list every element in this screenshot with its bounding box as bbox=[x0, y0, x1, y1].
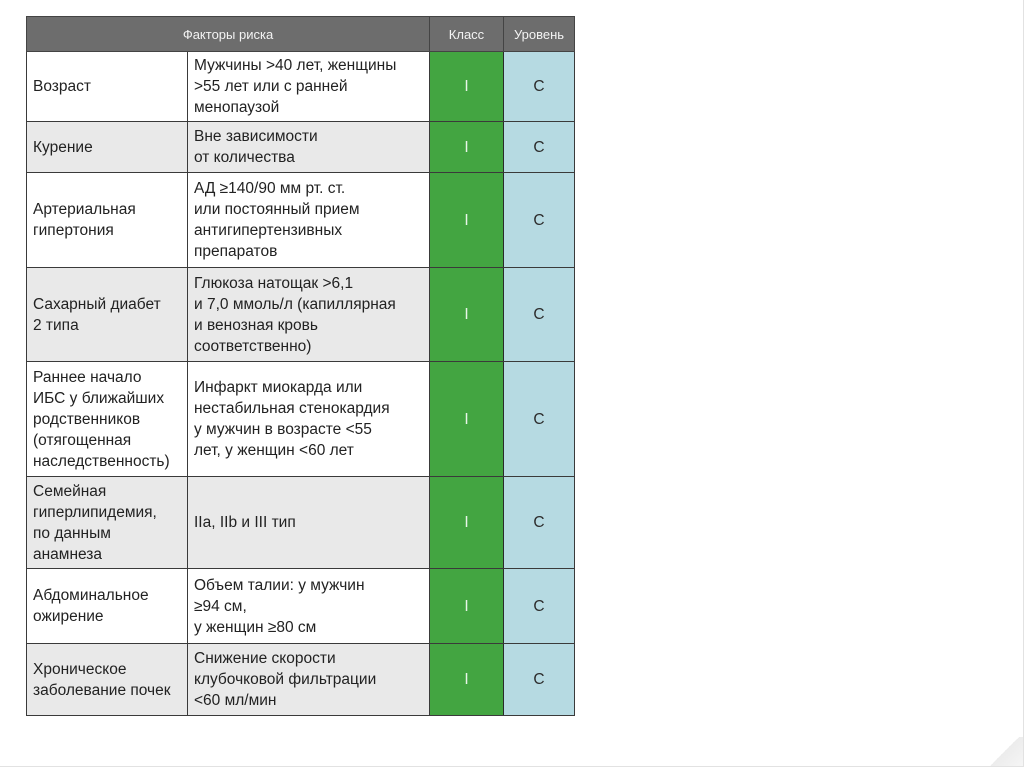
class-cell: I bbox=[430, 569, 504, 644]
table-row bbox=[27, 173, 575, 268]
risk-factor-line: Возраст bbox=[33, 78, 91, 95]
risk-factor-cell bbox=[27, 477, 188, 569]
criteria-line: Снижение скорости bbox=[194, 650, 336, 667]
table-row bbox=[27, 477, 575, 569]
risk-factor-cell bbox=[27, 569, 188, 644]
risk-factor-line: наследственность) bbox=[33, 452, 170, 470]
criteria-cell bbox=[188, 52, 430, 122]
class-cell: I bbox=[430, 52, 504, 122]
risk-factor-line: ожирение bbox=[33, 608, 104, 625]
table-body bbox=[27, 52, 575, 716]
risk-factor-line: Раннее начало bbox=[33, 368, 142, 386]
risk-factor-line: родственников bbox=[33, 410, 141, 428]
criteria-line: антигипертензивных bbox=[194, 222, 343, 239]
criteria-line: АД ≥140/90 мм рт. ст. bbox=[194, 180, 346, 197]
level-cell: C bbox=[504, 362, 575, 477]
criteria-line: ≥94 см, bbox=[194, 597, 247, 615]
level-cell: C bbox=[504, 52, 575, 122]
criteria-line: соответственно) bbox=[194, 337, 312, 355]
risk-factor-line: анамнеза bbox=[33, 545, 103, 563]
class-cell: I bbox=[430, 644, 504, 716]
risk-factor-line: заболевание почек bbox=[33, 681, 171, 699]
criteria-cell bbox=[188, 122, 430, 173]
criteria-line: Мужчины >40 лет, женщины bbox=[194, 57, 397, 74]
risk-factor-cell bbox=[27, 362, 188, 477]
risk-factor-cell bbox=[27, 122, 188, 173]
class-cell: I bbox=[430, 477, 504, 569]
criteria-line: у мужчин в возрасте <55 bbox=[194, 421, 372, 438]
criteria-line: или постоянный прием bbox=[194, 201, 360, 218]
class-cell: I bbox=[430, 122, 504, 173]
criteria-cell bbox=[188, 173, 430, 268]
criteria-line: менопаузой bbox=[194, 99, 280, 116]
criteria-line: Объем талии: у мужчин bbox=[194, 576, 365, 594]
class-cell: I bbox=[430, 173, 504, 268]
header-level: Уровень bbox=[504, 17, 575, 52]
risk-factor-line: (отягощенная bbox=[33, 431, 132, 449]
header-row bbox=[27, 17, 575, 52]
criteria-line: от количества bbox=[194, 149, 295, 166]
risk-factor-cell bbox=[27, 52, 188, 122]
level-cell: C bbox=[504, 122, 575, 173]
criteria-line: >55 лет или с ранней bbox=[194, 78, 348, 95]
criteria-line: нестабильная стенокардия bbox=[194, 400, 390, 417]
header-factors: Факторы риска bbox=[27, 17, 430, 52]
page-curl-decoration bbox=[984, 737, 1024, 767]
criteria-line: у женщин ≥80 см bbox=[194, 618, 317, 636]
criteria-cell bbox=[188, 362, 430, 477]
risk-factor-line: 2 типа bbox=[33, 316, 79, 334]
table-row bbox=[27, 644, 575, 716]
criteria-line: лет, у женщин <60 лет bbox=[194, 442, 354, 459]
criteria-line: препаратов bbox=[194, 243, 278, 260]
risk-factor-line: Сахарный диабет bbox=[33, 295, 161, 313]
criteria-line: и 7,0 ммоль/л (капиллярная bbox=[194, 295, 396, 313]
class-cell: I bbox=[430, 268, 504, 362]
criteria-cell bbox=[188, 569, 430, 644]
level-cell: C bbox=[504, 644, 575, 716]
criteria-cell bbox=[188, 268, 430, 362]
risk-factor-line: Хроническое bbox=[33, 660, 127, 678]
criteria-line: и венозная кровь bbox=[194, 316, 318, 334]
risk-factor-line: Артериальная bbox=[33, 201, 136, 218]
criteria-line: Глюкоза натощак >6,1 bbox=[194, 274, 354, 292]
criteria-cell bbox=[188, 644, 430, 716]
level-cell: C bbox=[504, 477, 575, 569]
criteria-line: Инфаркт миокарда или bbox=[194, 379, 363, 396]
risk-factor-line: Семейная bbox=[33, 482, 107, 500]
class-cell: I bbox=[430, 362, 504, 477]
risk-factor-line: гиперлипидемия, bbox=[33, 503, 157, 521]
risk-factor-cell bbox=[27, 644, 188, 716]
risk-factor-line: Абдоминальное bbox=[33, 587, 149, 604]
table-row bbox=[27, 268, 575, 362]
risk-factor-cell bbox=[27, 268, 188, 362]
risk-factor-line: ИБС у ближайших bbox=[33, 389, 165, 407]
level-cell: C bbox=[504, 268, 575, 362]
header-class: Класс bbox=[430, 17, 504, 52]
level-cell: C bbox=[504, 173, 575, 268]
criteria-line: клубочковой фильтрации bbox=[194, 671, 377, 688]
risk-factor-line: по данным bbox=[33, 524, 111, 542]
table-row bbox=[27, 569, 575, 644]
risk-factors-table bbox=[26, 16, 575, 716]
level-cell: C bbox=[504, 569, 575, 644]
criteria-line: IIa, IIb и III тип bbox=[194, 514, 296, 531]
criteria-line: Вне зависимости bbox=[194, 128, 318, 145]
table-row bbox=[27, 122, 575, 173]
table-row bbox=[27, 362, 575, 477]
risk-factor-line: Курение bbox=[33, 138, 93, 156]
risk-factor-cell bbox=[27, 173, 188, 268]
risk-factor-line: гипертония bbox=[33, 222, 114, 239]
criteria-line: <60 мл/мин bbox=[194, 692, 277, 709]
table-row bbox=[27, 52, 575, 122]
criteria-cell bbox=[188, 477, 430, 569]
